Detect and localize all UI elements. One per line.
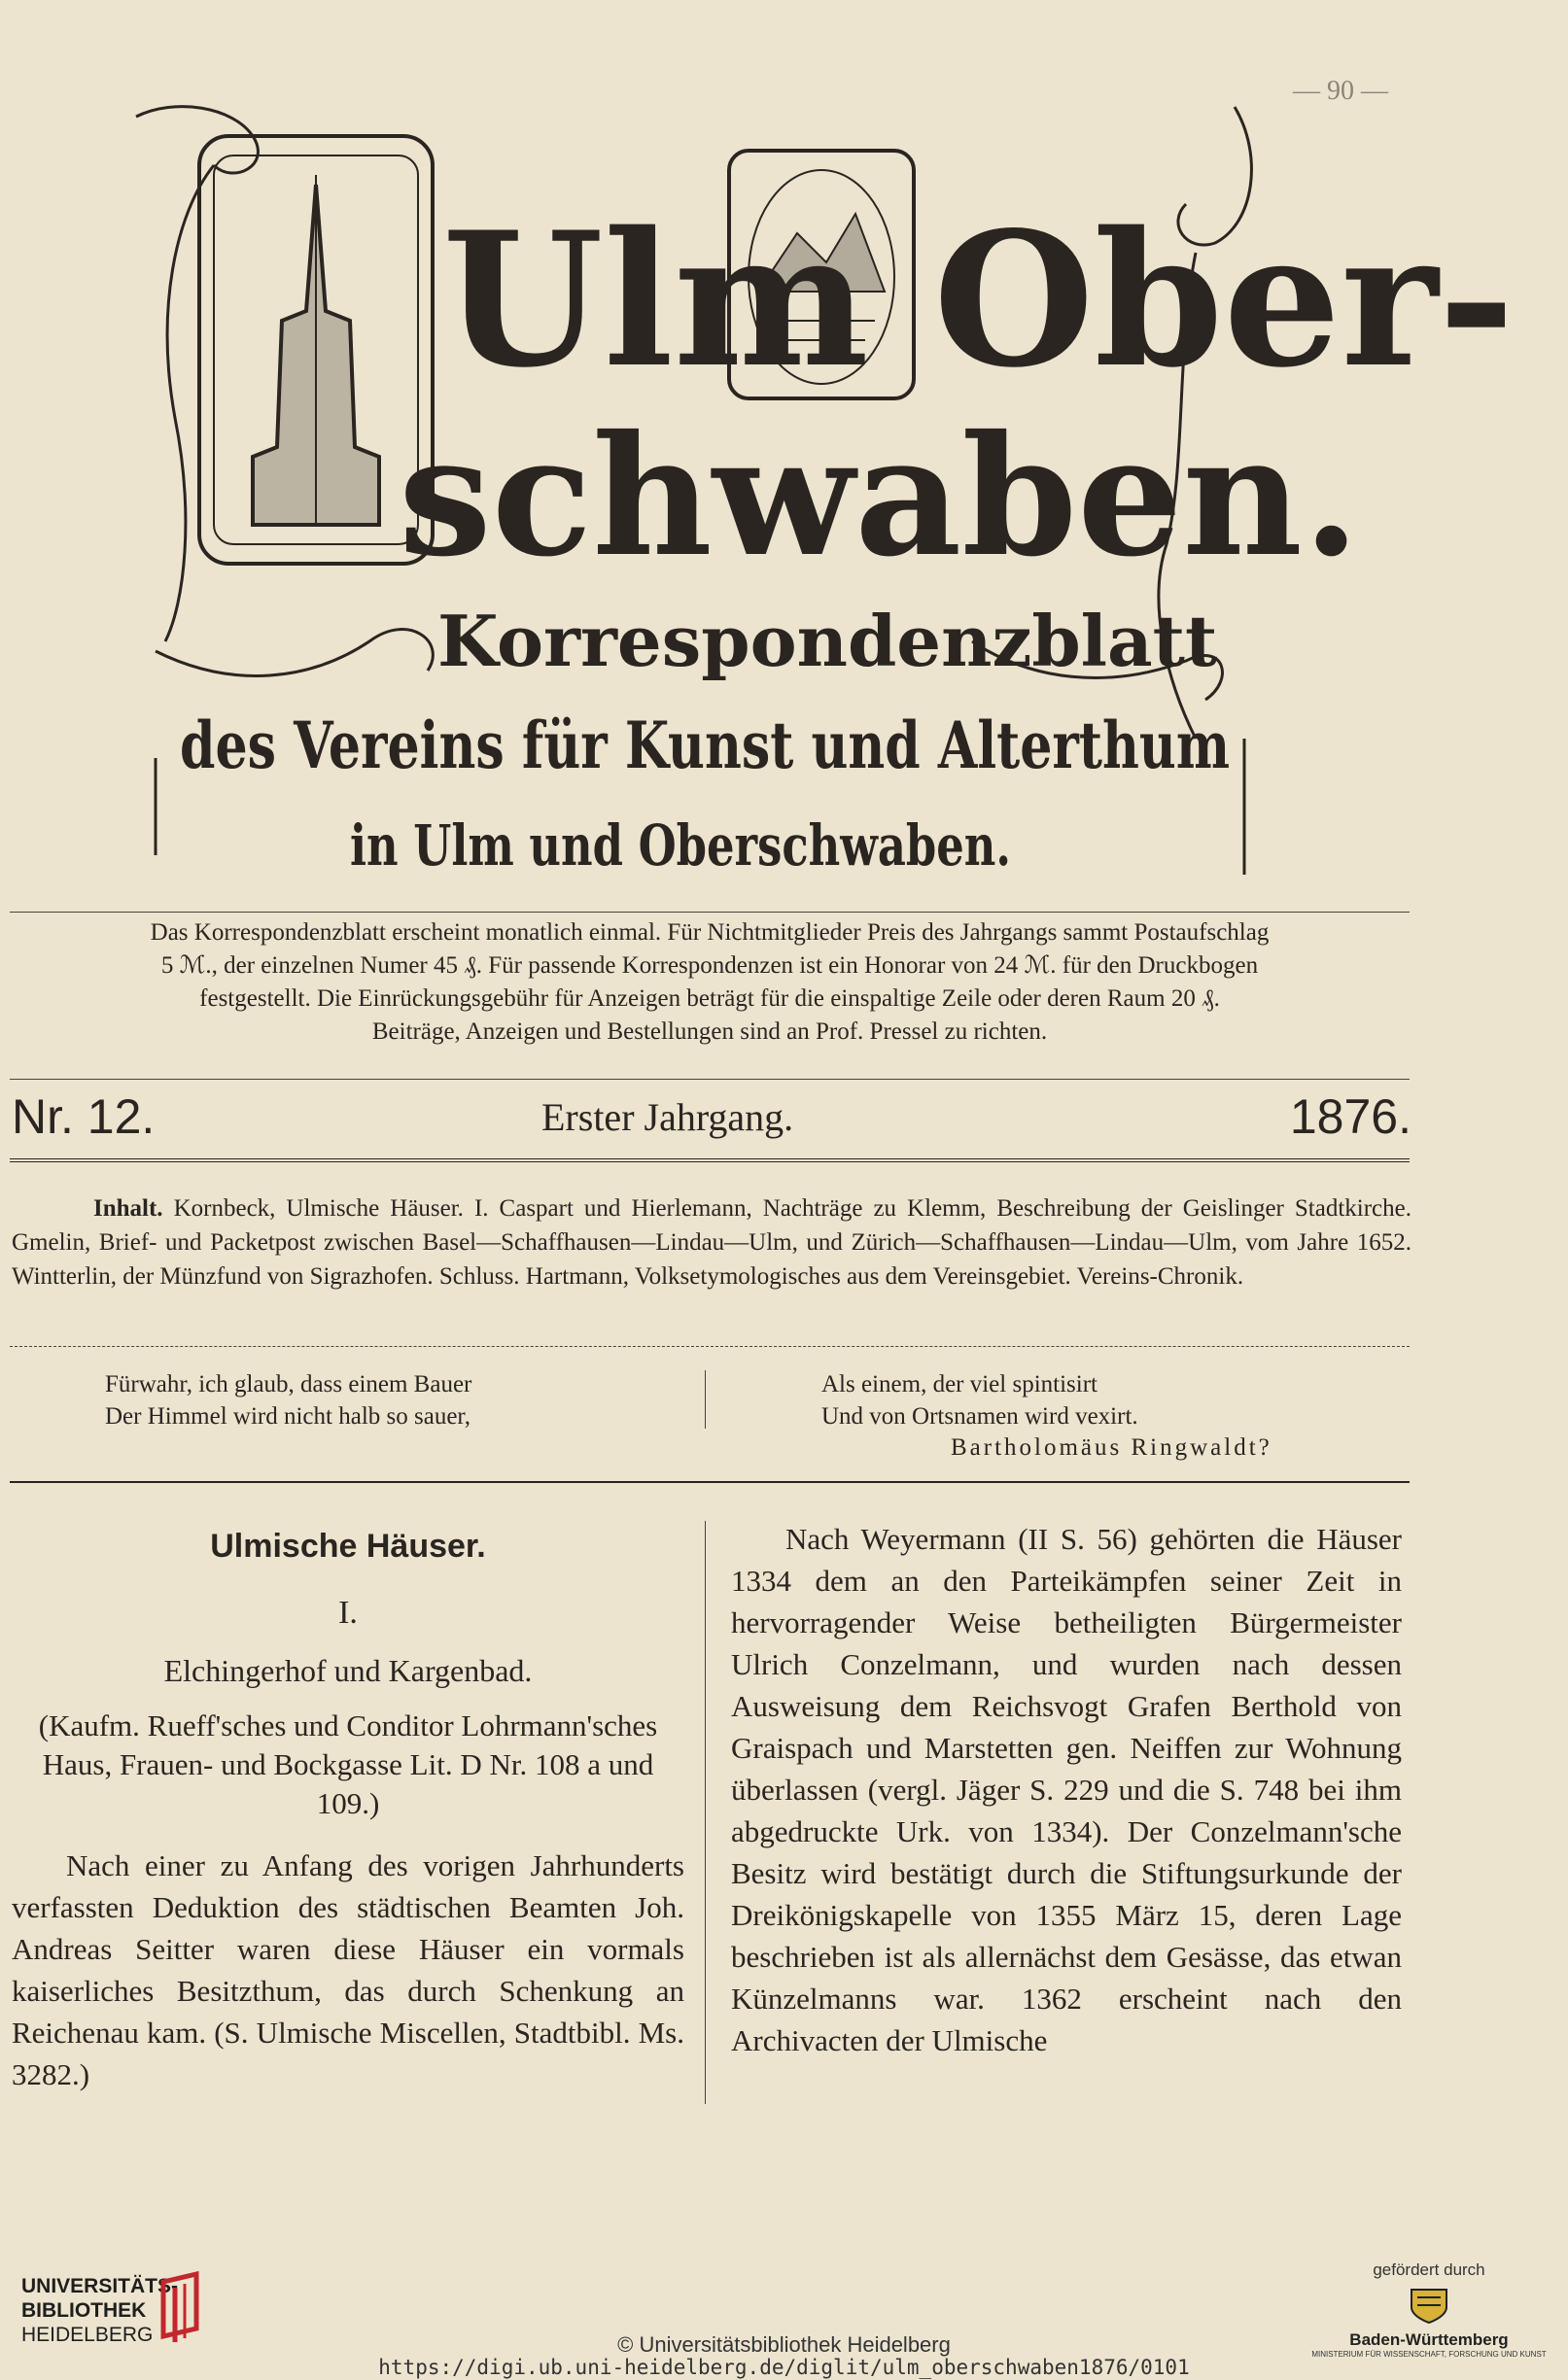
contents-label: Inhalt. bbox=[93, 1195, 163, 1222]
table-of-contents bbox=[12, 1191, 1411, 1293]
masthead bbox=[117, 97, 1516, 904]
initial-u-cathedral bbox=[199, 136, 433, 564]
masthead-subtitle-line2: des Vereins für Kunst und Alterthum bbox=[180, 707, 1230, 783]
info-line: 5 ℳ., der einzelnen Numer 45 ₰. Für passende Korrespondenzen ist ein Honorar von 24 ℳ. für den Druckbogen bbox=[160, 952, 1259, 979]
epigraph-line: Der Himmel wird nicht halb so sauer, bbox=[105, 1403, 470, 1430]
sponsor-ministry: MINISTERIUM FÜR WISSENSCHAFT, FORSCHUNG UND KUNST bbox=[1311, 2350, 1547, 2359]
sponsor-label: gefördert durch bbox=[1373, 2260, 1485, 2279]
issue-number: Nr. 12. bbox=[12, 1089, 156, 1144]
footer bbox=[0, 2247, 1568, 2380]
library-name-line: HEIDELBERG bbox=[21, 2324, 154, 2346]
source-url[interactable]: https://digi.ub.uni-heidelberg.de/diglit/ulm_oberschwaben1876/0101 bbox=[378, 2356, 1190, 2379]
masthead-title-line1: Ulm Ober- bbox=[442, 191, 1516, 408]
epigraph-right bbox=[821, 1368, 1138, 1432]
article-paragraph: Nach Weyermann (II S. 56) gehörten die Häuser 1334 dem an den Parteikämpfen seiner Zeit in hervorragender Weise betheiligten Bürgermeister Ulrich Conzelmann, und wurden nach dessen Ausweisung dem Reichsvogt Grafen Berthold von Graispach und Marstetten gen. Neiffen zur Wohnung überlassen (vergl. Jäger S. 229 und die S. 748 bei ihm abgedruckte Urk. von 1334). Der Conzelmann'sche Besitz wird bestätigt durch die Stiftungsurkunde der Dreikönigskapelle von 1355 März 15, deren Lage beschrieben ist als allernächst dem Gesässe, das etwan Künzelmanns war. 1362 erscheint nach den Archivacten der Ulmische bbox=[731, 1522, 1402, 2057]
issue-year: 1876. bbox=[1289, 1089, 1411, 1144]
divider-rule bbox=[10, 912, 1410, 913]
library-name-line: UNIVERSITÄTS- bbox=[21, 2275, 179, 2297]
epigraph-attribution: Bartholomäus Ringwaldt? bbox=[951, 1434, 1272, 1461]
divider-rule bbox=[10, 1346, 1410, 1347]
epigraph-divider bbox=[705, 1370, 706, 1429]
copyright-notice: © Universitätsbibliothek Heidelberg bbox=[617, 2332, 951, 2357]
epigraph-line: Und von Ortsnamen wird vexirt. bbox=[821, 1403, 1138, 1430]
epigraph-line: Fürwahr, ich glaub, dass einem Bauer bbox=[105, 1371, 472, 1397]
article-column-left bbox=[12, 1518, 684, 2095]
contents-text: Kornbeck, Ulmische Häuser. I. Caspart und Hierlemann, Nachträge zu Klemm, Beschreibung der Geislinger Stadtkirche. Gmelin, Brief- und Packetpost zwischen Basel—Schaffhausen—Lindau—Ulm, und Zürich—Schaffhausen—Lindau—Ulm, vom Jahre 1652. Wintterlin, der Münzfund von Sigrazhofen. Schluss. Hartmann, Volksetymologisches aus dem Vereinsgebiet. Vereins-Chronik. bbox=[12, 1195, 1412, 1290]
masthead-title-line2: schwaben. bbox=[399, 399, 1361, 594]
subscription-info bbox=[10, 916, 1410, 1049]
divider-rule bbox=[10, 1481, 1410, 1483]
masthead-subtitle-line3: in Ulm und Oberschwaben. bbox=[350, 812, 1011, 879]
article-title: Ulmische Häuser. bbox=[210, 1528, 486, 1565]
library-name-line: BIBLIOTHEK bbox=[21, 2299, 147, 2322]
sponsor-name: Baden-Württemberg bbox=[1349, 2330, 1509, 2349]
epigraph-line: Als einem, der viel spintisirt bbox=[821, 1371, 1098, 1397]
masthead-subtitle-line1: Korrespondenzblatt bbox=[437, 600, 1218, 682]
info-line: festgestellt. Die Einrückungsgebühr für Anzeigen beträgt für die einspaltige Zeile oder deren Raum 20 ₰. bbox=[199, 985, 1220, 1012]
info-line: Das Korrespondenzblatt erscheint monatlich einmal. Für Nichtmitglieder Preis des Jahrgangs sammt Postaufschlag bbox=[150, 919, 1270, 946]
epigraph-left bbox=[105, 1368, 471, 1432]
issue-volume: Erster Jahrgang. bbox=[541, 1095, 794, 1139]
sponsor-block bbox=[1303, 2260, 1555, 2359]
article-note: (Kaufm. Rueff'sches und Conditor Lohrmann'sches Haus, Frauen- und Bockgasse Lit. D Nr. 108 a und 109.) bbox=[38, 1708, 658, 1820]
article-section: I. bbox=[338, 1595, 358, 1631]
article-subtitle: Elchingerhof und Kargenbad. bbox=[163, 1653, 533, 1688]
divider-rule bbox=[10, 1079, 1410, 1080]
article-column-right bbox=[731, 1518, 1402, 2061]
article-paragraph: Nach einer zu Anfang des vorigen Jahrhunderts verfassten Deduktion des städtischen Beamten Joh. Andreas Seitter waren diese Häuser ein vormals kaiserliches Besitzthum, das durch Schenkung an Reichenau kam. (S. Ulmische Miscellen, Stadtbibl. Ms. 3282.) bbox=[12, 1848, 684, 2091]
page-number: — 90 — bbox=[1293, 76, 1388, 106]
column-divider bbox=[705, 1521, 706, 2104]
state-coat-of-arms-icon bbox=[1400, 2286, 1458, 2325]
info-line: Beiträge, Anzeigen und Bestellungen sind an Prof. Pressel zu richten. bbox=[371, 1018, 1048, 1045]
issue-bar bbox=[12, 1088, 1411, 1143]
divider-rule bbox=[10, 1158, 1410, 1162]
